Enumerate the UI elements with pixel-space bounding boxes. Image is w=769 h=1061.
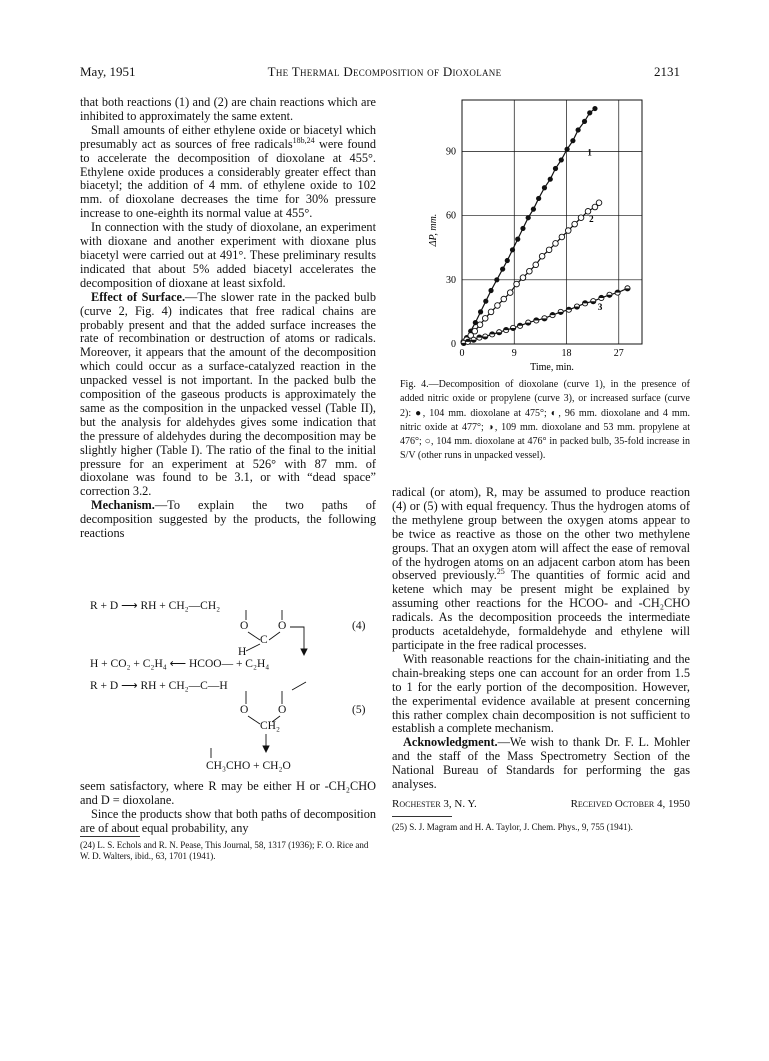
left-column-tail xyxy=(80,780,376,836)
data-point-filled xyxy=(587,110,592,115)
ring-methylene: CH₂ xyxy=(260,720,280,732)
text-run: The quantities of formic acid and ketene which may be present might be explained by assuming other reactions for the HCOO- and -CH₂CHO radicals. As the decomposition proceeds the intermediate products acetaldehyde, formaldehyde and ethylene will participate in the free radical processes. xyxy=(392,568,690,652)
data-point-filled xyxy=(478,309,483,314)
curve-label: 1 xyxy=(587,147,592,158)
equation-number: (4) xyxy=(352,620,366,632)
ring-hydrogen: H xyxy=(238,646,247,658)
paragraph xyxy=(392,736,690,792)
data-point-open xyxy=(572,221,578,227)
right-column xyxy=(392,486,690,792)
ring-carbon: C xyxy=(260,634,268,646)
paragraph: In connection with the study of dioxolane, an experiment with dioxane and another experiment with dioxane plus biacetyl were carried out at 491°. These preliminary results indicated that about 5% added biacetyl accelerates the decomposition of dioxane at least sixfold. xyxy=(80,220,376,290)
decomposition-chart xyxy=(392,96,690,378)
data-point-open xyxy=(553,241,559,247)
footnote-rule xyxy=(392,816,452,817)
data-point-filled xyxy=(526,215,531,220)
running-head-date: May, 1951 xyxy=(80,64,136,79)
plot-frame xyxy=(462,100,642,344)
data-point-filled xyxy=(536,196,541,201)
x-axis-label: Time, min. xyxy=(530,362,574,373)
data-point-open xyxy=(539,253,545,259)
ring-oxygen: O xyxy=(278,704,287,716)
x-tick-label: 18 xyxy=(561,348,572,359)
text-run: —We wish to thank Dr. F. L. Mohler and the staff of the Mass Spectrometry Section of the National Bureau of Standards for performing the gas analyses. xyxy=(392,735,690,792)
curve-label: 3 xyxy=(597,301,603,312)
data-point-open xyxy=(477,322,483,328)
left-column xyxy=(80,96,376,541)
data-point-filled xyxy=(531,207,536,212)
paragraph: With reasonable reactions for the chain-initiating and the chain-breaking steps one can account for an order from 1.5 to 1 for the early portion of the decomposition. However, the experimental evidence available at present concerning this rather complex chain decomposition is not sufficient to establish a complete mechanism. xyxy=(392,651,690,736)
text-run: —The slower rate in the packed bulb (curve 2, Fig. 4) indicates that free radical chains are probably present and that the added surface increases the rate of recombination or destruction of atoms or radicals. Moreover, it appears that the amount of the decomposition which could occur as a surface-catalyzed reaction in the unpacked vessel is not important. In the packed bulb the composition of the gaseous products is approximately the same as the composition in the unpacked vessel (Table II), but the analysis for aldehydes gives some indication that the pressure of aldehydes during the decomposition may be slightly higher (Table I). The ratio of the final to the initial pressure for an experiment at 526° with 87 mm. of dioxolane was found to be 3.1, or with “dead space” correction 3.2. xyxy=(80,289,376,499)
data-point-filled xyxy=(488,288,493,293)
data-point-open xyxy=(533,262,539,268)
data-point-filled xyxy=(494,277,499,282)
text-run: —To explain the two paths of decomposition suggested by the products, the following reactions xyxy=(80,498,376,541)
author-location: Rochester 3, N. Y. xyxy=(392,798,477,810)
citation-ref: 18b,24 xyxy=(292,135,315,145)
data-point-open xyxy=(507,290,513,296)
data-point-open xyxy=(546,247,552,253)
data-point-filled xyxy=(510,247,515,252)
data-point-filled xyxy=(570,138,575,143)
data-point-open xyxy=(596,200,602,206)
text-run: radical (or atom), R, may be assumed to produce reaction (4) or (5) with equal frequency. Thus the hydrogen atoms of the methylene group between the oxygen atoms appear to be twice as reactive as those on the other two methylene groups. That an oxygen atom will affect the ease of removal of the hydrogen atoms on an adjacent carbon atom has been observed previously. xyxy=(392,485,690,583)
data-point-filled xyxy=(592,106,597,111)
data-point-filled xyxy=(553,166,558,171)
x-tick-label: 0 xyxy=(459,348,465,359)
data-point-open xyxy=(565,228,571,234)
y-axis-label: ΔP, mm. xyxy=(428,213,439,247)
paragraph xyxy=(80,499,376,541)
section-heading: Acknowledgment. xyxy=(403,735,498,750)
text-run: were found to accelerate the decomposition of dioxolane at 455°. Ethylene oxide produces a considerably greater effect than biacetyl; the addition of 4 mm. of ethylene oxide to 102 mm. of dioxolane decreases the time for 30% pressure increase to one-eighth its normal value at 455°. xyxy=(80,136,377,221)
paragraph xyxy=(80,124,376,221)
data-point-filled xyxy=(548,177,553,182)
data-point-filled xyxy=(582,119,587,124)
reaction-4-line: R + D ⟶ RH + CH₂—CH₂ xyxy=(90,600,221,612)
data-point-filled xyxy=(500,266,505,271)
x-tick-label: 9 xyxy=(511,348,517,359)
y-tick-label: 60 xyxy=(446,210,456,222)
paragraph: seem satisfactory, where R may be either H or -CH₂CHO and D = dioxolane. xyxy=(80,779,376,807)
curve-label: 2 xyxy=(589,214,594,224)
data-point-open xyxy=(514,281,520,287)
data-point-filled xyxy=(576,127,581,132)
data-point-filled xyxy=(564,147,569,152)
reaction-5-line: R + D ⟶ RH + CH₂—C—H xyxy=(90,680,228,692)
data-point-filled xyxy=(559,157,564,162)
reaction-5-products: CH₃CHO + CH₂O xyxy=(206,760,291,772)
citation-ref: 25 xyxy=(496,567,505,577)
footnote-25: (25) S. J. Magram and H. A. Taylor, J. Chem. Phys., 9, 755 (1941). xyxy=(392,822,633,832)
received-date: Received October 4, 1950 xyxy=(570,798,690,810)
data-point-filled xyxy=(483,299,488,304)
data-point-filled xyxy=(505,258,510,263)
figure-caption: Fig. 4.—Decomposition of dioxolane (curve 1), in the presence of added nitric oxide or propylene (curve 3), or increased surface (curve 2): ●, 104 mm. dioxolane at 475°; ◐, 96 mm. dioxolane and 4 mm. nitric oxide at 477°; ◑, 109 mm. dioxolane and 53 mm. propylene at 476°; ○, 104 mm. dioxolane at 476° in packed bulb, 35-fold increase in S/V (other runs in unpacked vessel). xyxy=(400,379,690,462)
section-heading: Effect of Surface. xyxy=(91,289,186,304)
data-point-open xyxy=(527,268,533,274)
running-head-title: The Thermal Decomposition of Dioxolane xyxy=(267,64,502,79)
data-point-open xyxy=(472,328,478,334)
data-point-open xyxy=(495,303,501,309)
ring-oxygen: O xyxy=(240,620,249,632)
data-point-filled xyxy=(520,226,525,231)
data-point-filled xyxy=(542,185,547,190)
section-heading: Mechanism. xyxy=(91,498,155,513)
data-point-open xyxy=(559,234,565,240)
equation-number: (5) xyxy=(352,704,366,716)
data-point-open xyxy=(482,316,488,322)
footnote-24: (24) L. S. Echols and R. N. Pease, This Journal, 58, 1317 (1936); F. O. Rice and W. D. Walters, ibid., 63, 1701 (1941). xyxy=(80,840,369,861)
ring-oxygen: O xyxy=(240,704,249,716)
data-point-open xyxy=(520,275,526,281)
scheme-bonds xyxy=(80,598,376,778)
text-run: Small amounts of either ethylene oxide or biacetyl which presumably act as sources of free radicals xyxy=(80,122,376,151)
y-tick-label: 30 xyxy=(446,274,456,286)
paragraph xyxy=(392,486,690,653)
paragraph: that both reactions (1) and (2) are chain reactions which are inhibited to approximately the same extent. xyxy=(80,95,376,123)
reaction-4-products: H + CO₂ + C₂H₄ ⟵ HCOO— + C₂H₄ xyxy=(90,658,270,670)
footnote-rule xyxy=(80,836,140,837)
data-point-open xyxy=(578,215,584,221)
y-tick-label: 90 xyxy=(446,146,456,158)
page-number: 2131 xyxy=(654,64,680,79)
paragraph xyxy=(80,291,376,500)
data-point-filled xyxy=(515,237,520,242)
x-tick-label: 27 xyxy=(613,348,624,359)
y-tick-label: 0 xyxy=(451,339,456,350)
ring-oxygen: O xyxy=(278,620,287,632)
paragraph: Since the products show that both paths of decomposition are of about equal probability, any xyxy=(80,806,376,835)
data-point-open xyxy=(488,309,494,315)
data-point-open xyxy=(501,296,507,302)
